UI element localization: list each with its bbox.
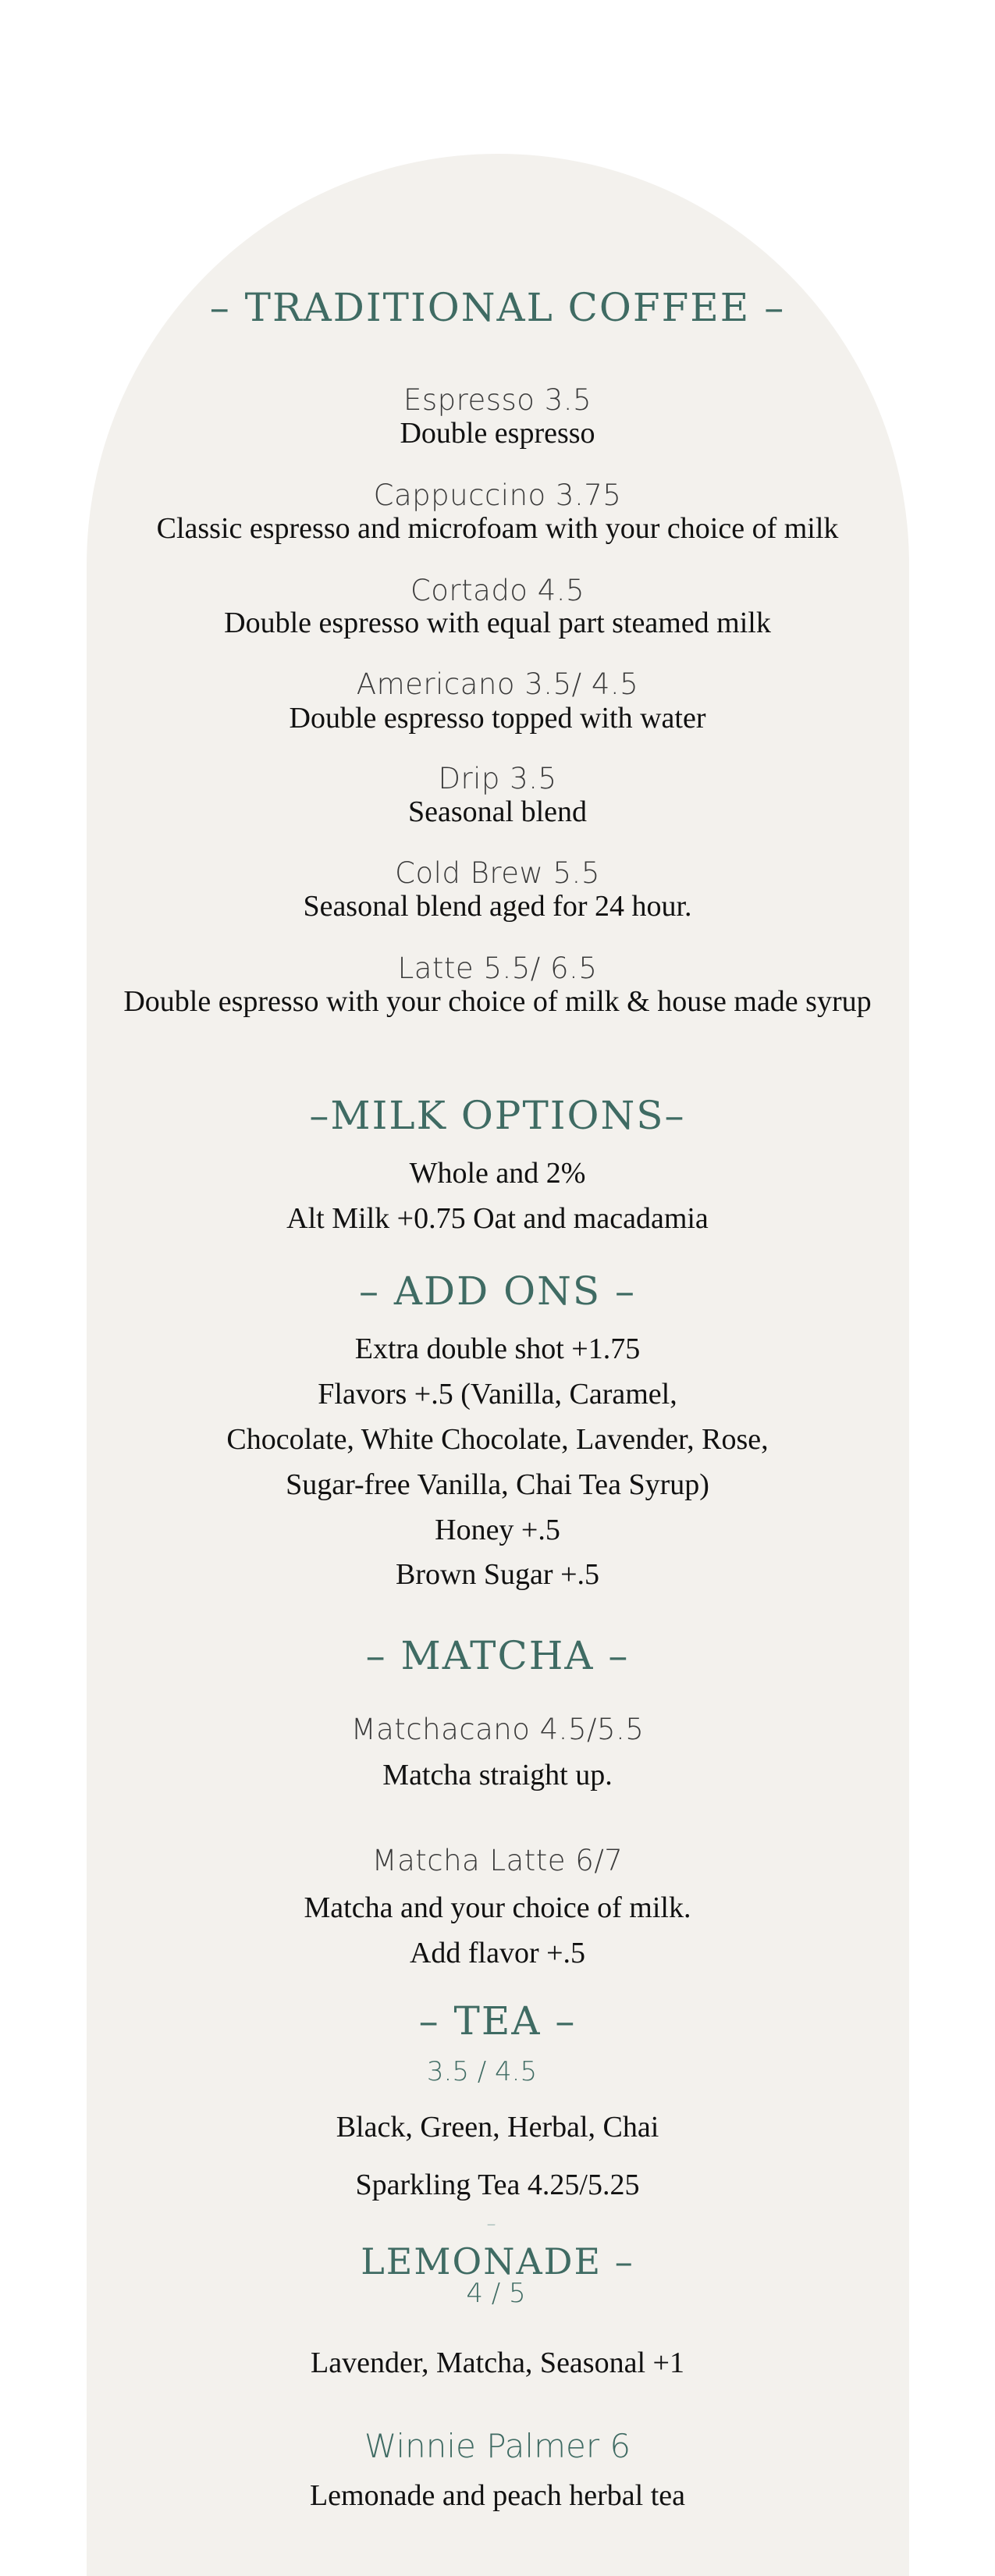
- milk-line: Alt Milk +0.75 Oat and macadamia: [286, 1202, 709, 1235]
- lemonade-heading: LEMONADE –: [361, 2240, 634, 2282]
- add-on-line: Extra double shot +1.75: [354, 1332, 641, 1365]
- matcha-latte-desc: Matcha and your choice of milk.: [304, 1891, 691, 1924]
- winnie-palmer-desc: Lemonade and peach herbal tea: [309, 2479, 686, 2512]
- matcha-latte-item: Matcha Latte 6/7: [371, 1844, 624, 1877]
- cortado-item: Cortado 4.5: [410, 574, 585, 607]
- cappuccino-desc: Classic espresso and microfoam with your choice of milk: [156, 512, 839, 545]
- add-on-line: Honey +.5: [435, 1514, 560, 1546]
- drip-desc: Seasonal blend: [407, 795, 587, 828]
- lemonade-dash: –: [486, 2213, 496, 2235]
- winnie-palmer-item: Winnie Palmer 6: [364, 2427, 631, 2465]
- add-ons-heading: – ADD ONS –: [359, 1268, 636, 1314]
- matchacano-item: Matchacano 4.5/5.5: [350, 1713, 645, 1746]
- matchacano-desc: Matcha straight up.: [382, 1759, 613, 1791]
- lemonade-price: 4 / 5: [466, 2278, 526, 2309]
- tea-line: Black, Green, Herbal, Chai: [336, 2111, 659, 2144]
- add-on-line: Brown Sugar +.5: [395, 1558, 600, 1591]
- latte-item: Latte 5.5/ 6.5: [397, 952, 598, 985]
- tea-price: 3.5 / 4.5: [426, 2056, 538, 2087]
- espresso-desc: Double espresso: [400, 417, 595, 450]
- add-on-line: Chocolate, White Chocolate, Lavender, Rose,: [226, 1423, 769, 1456]
- americano-desc: Double espresso topped with water: [289, 702, 706, 735]
- tea-heading: – TEA –: [418, 1998, 577, 2044]
- cold-brew-desc: Seasonal blend aged for 24 hour.: [303, 890, 692, 923]
- cortado-desc: Double espresso with equal part steamed milk: [224, 607, 771, 639]
- cappuccino-item: Cappuccino 3.75: [373, 479, 622, 512]
- matcha-heading: – MATCHA –: [365, 1633, 630, 1678]
- milk-line: Whole and 2%: [409, 1157, 586, 1190]
- add-on-line: Sugar-free Vanilla, Chai Tea Syrup): [286, 1468, 709, 1501]
- cold-brew-item: Cold Brew 5.5: [395, 856, 600, 890]
- tea-line: Sparkling Tea 4.25/5.25: [355, 2169, 640, 2201]
- matcha-latte-extra: Add flavor +.5: [409, 1937, 586, 1969]
- milk-options-heading: –MILK OPTIONS–: [309, 1093, 686, 1138]
- drip-item: Drip 3.5: [438, 762, 557, 795]
- americano-item: Americano 3.5/ 4.5: [356, 667, 639, 701]
- latte-desc: Double espresso with your choice of milk & house made syrup: [123, 985, 872, 1018]
- add-on-line: Flavors +.5 (Vanilla, Caramel,: [318, 1378, 677, 1411]
- espresso-item: Espresso 3.5: [403, 383, 592, 417]
- lemonade-line: Lavender, Matcha, Seasonal +1: [311, 2347, 684, 2379]
- traditional-coffee-heading: – TRADITIONAL COFFEE –: [209, 285, 786, 330]
